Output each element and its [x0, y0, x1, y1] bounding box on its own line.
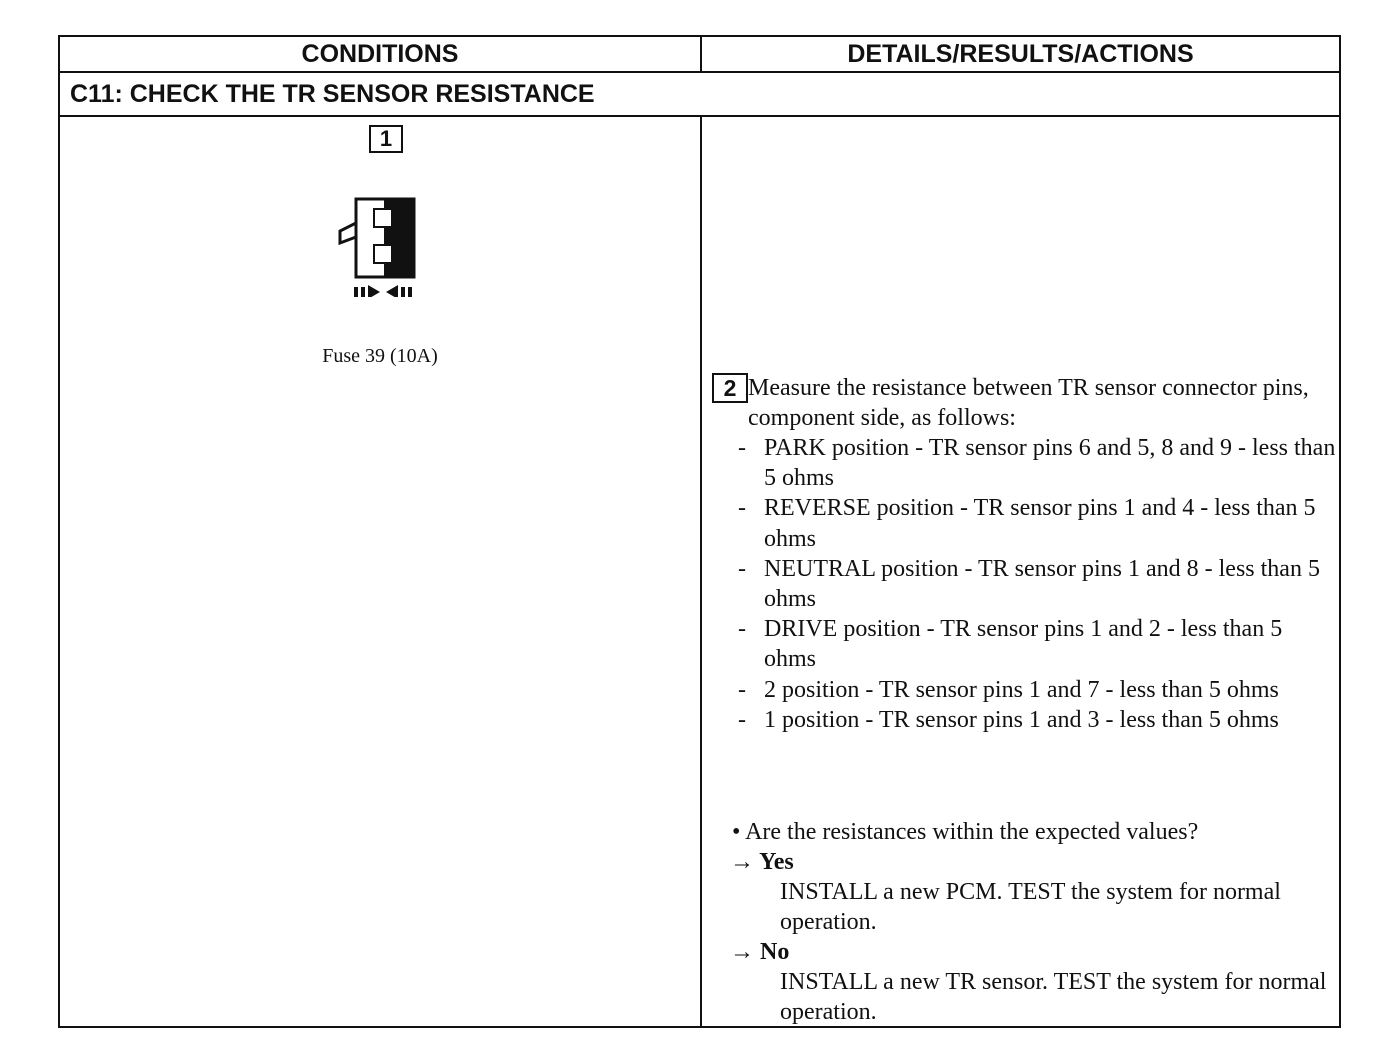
yes-action: INSTALL a new PCM. TEST the system for normal operation. [780, 879, 1281, 935]
conditions-column [60, 117, 702, 1026]
fuse-label: Fuse 39 (10A) [322, 345, 438, 367]
list-item: - 1 position - TR sensor pins 1 and 3 - less than 5 ohms [738, 706, 1279, 733]
list-item: - DRIVE position - TR sensor pins 1 and 2 - less than 5 ohms [738, 616, 1283, 673]
no-label: → No [730, 939, 790, 965]
connector-disconnect-icon [334, 187, 444, 297]
check-question: • Are the resistances within the expected values? [732, 819, 1199, 845]
answer-no [730, 937, 1330, 1027]
details-column [702, 117, 1339, 1026]
step-2-instruction: Measure the resistance between TR sensor connector pins, component side, as follows: [748, 375, 1309, 431]
details-header: DETAILS/RESULTS/ACTIONS [702, 37, 1339, 73]
no-action: INSTALL a new TR sensor. TEST the system for normal operation. [780, 969, 1327, 1025]
step-2-badge: 2 [712, 373, 748, 403]
list-item: - PARK position - TR sensor pins 6 and 5, 8 and 9 - less than 5 ohms [738, 435, 1336, 492]
step-1-badge: 1 [369, 125, 403, 153]
section-title: C11: CHECK THE TR SENSOR RESISTANCE [60, 73, 1339, 117]
list-item: - REVERSE position - TR sensor pins 1 and 4 - less than 5 ohms [738, 495, 1316, 552]
answer-yes [730, 847, 1330, 937]
list-item: - 2 position - TR sensor pins 1 and 7 - less than 5 ohms [738, 676, 1279, 703]
list-item: - NEUTRAL position - TR sensor pins 1 and 8 - less than 5 ohms [738, 555, 1320, 613]
procedure-table [58, 35, 1341, 1028]
conditions-header: CONDITIONS [60, 37, 702, 73]
resistance-list [738, 433, 1338, 735]
yes-label: → Yes [730, 849, 794, 875]
